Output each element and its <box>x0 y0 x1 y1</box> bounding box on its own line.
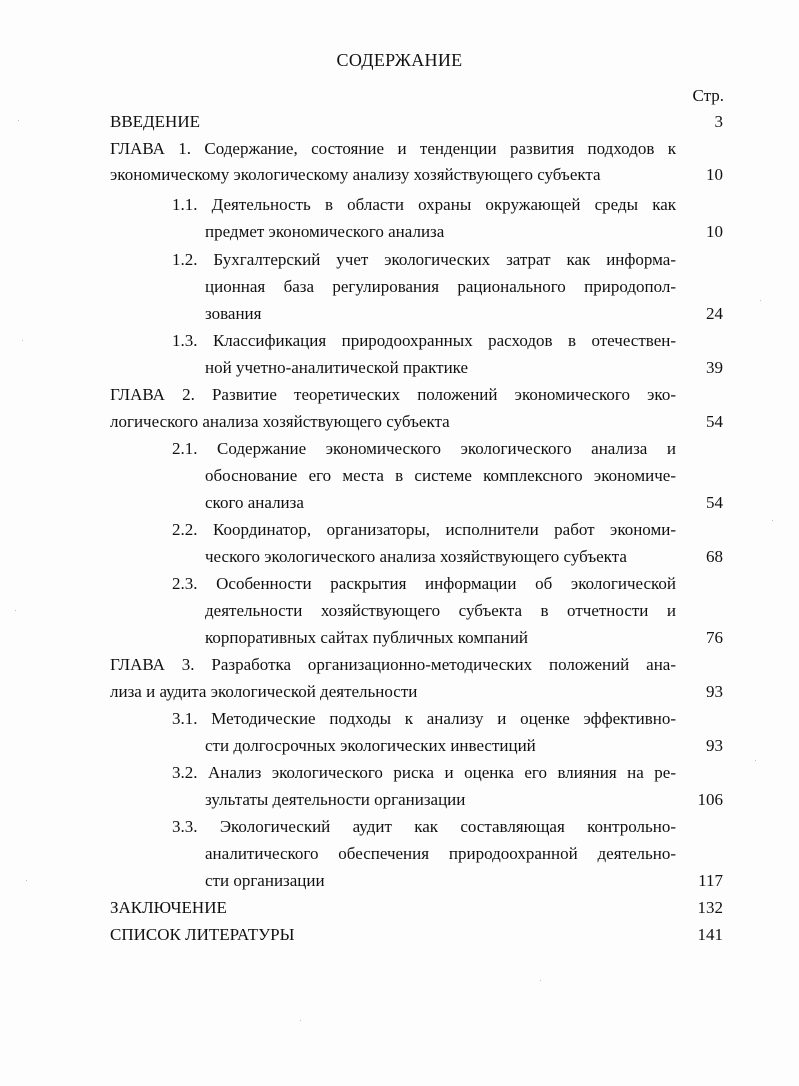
toc-entry-text: ГЛАВА 3. Разработка организационно-методических положений ана- <box>110 655 676 674</box>
toc-entry-page: 10 <box>706 222 723 241</box>
toc-entry-text: корпоративных сайтах публичных компаний <box>205 628 529 647</box>
toc-entry-text: зультаты деятельности организации <box>205 790 466 809</box>
toc-entry-text: 1.3. Классификация природоохранных расходов в отечествен- <box>172 331 676 350</box>
toc-entry-text: аналитического обеспечения природоохранной деятельно- <box>205 844 676 863</box>
toc-entry-text: ВВЕДЕНИЕ <box>110 112 200 131</box>
toc-entry-page: 76 <box>706 628 723 647</box>
toc-entry-page: 117 <box>698 871 723 890</box>
toc-entry-text: СПИСОК ЛИТЕРАТУРЫ <box>110 925 295 944</box>
toc-entry-text: 2.3. Особенности раскрытия информации об экологической <box>172 574 676 593</box>
toc-entry-text: ГЛАВА 2. Развитие теоретических положений экономического эко- <box>110 385 676 404</box>
toc-entry-text: 2.2. Координатор, организаторы, исполнители работ экономи- <box>172 520 676 539</box>
toc-entry-page: 54 <box>706 412 723 431</box>
toc-entry-text: ческого экологического анализа хозяйствующего субъекта <box>205 547 627 566</box>
toc-entry-text: 3.1. Методические подходы к анализу и оценке эффективно- <box>172 709 676 728</box>
toc-entry-page: 24 <box>706 304 723 323</box>
toc-entry-text: сти организации <box>205 871 325 890</box>
toc-entry-text: 1.2. Бухгалтерский учет экологических затрат как информа- <box>172 250 676 269</box>
toc-entry-text: обоснование его места в системе комплексного экономиче- <box>205 466 676 485</box>
toc-entry-text: логического анализа хозяйствующего субъекта <box>110 412 450 431</box>
toc-entry-page: 93 <box>706 682 723 701</box>
toc-entry-text: деятельности хозяйствующего субъекта в отчетности и <box>205 601 676 620</box>
toc-entry-page: 132 <box>697 898 723 917</box>
page-title: СОДЕРЖАНИЕ <box>336 50 463 70</box>
toc-entry-text: сти долгосрочных экологических инвестиций <box>205 736 536 755</box>
toc-entry-text: лиза и аудита экологической деятельности <box>110 682 418 701</box>
toc-entry-text: ского анализа <box>205 493 304 512</box>
toc-entry-text: ЗАКЛЮЧЕНИЕ <box>110 898 227 917</box>
toc-entry-text: 1.1. Деятельность в области охраны окружающей среды как <box>172 195 676 214</box>
page-column-header: Стр. <box>692 86 724 105</box>
toc-entry-text: экономическому экологическому анализу хозяйствующего субъекта <box>110 165 601 184</box>
toc-entry-page: 10 <box>706 165 723 184</box>
toc-entry-page: 39 <box>706 358 723 377</box>
toc-entry-text: предмет экономического анализа <box>205 222 445 241</box>
toc-entry-page: 141 <box>697 925 723 944</box>
toc-entry-text: 2.1. Содержание экономического экологического анализа и <box>172 439 676 458</box>
toc-entry-text: ной учетно-аналитической практике <box>205 358 469 377</box>
toc-entry-page: 3 <box>714 112 723 131</box>
toc-entry-text: ционная база регулирования рационального природопол- <box>205 277 676 296</box>
toc-entry-text: 3.3. Экологический аудит как составляющая контрольно- <box>172 817 676 836</box>
toc-entry-page: 68 <box>706 547 723 566</box>
toc-entry-text: зования <box>205 304 262 323</box>
toc-entry-text: ГЛАВА 1. Содержание, состояние и тенденции развития подходов к <box>110 139 676 158</box>
toc-entry-page: 54 <box>706 493 723 512</box>
toc-entry-text: 3.2. Анализ экологического риска и оценка его влияния на ре- <box>172 763 676 782</box>
toc-entry-page: 93 <box>706 736 723 755</box>
toc-entry-page: 106 <box>697 790 723 809</box>
